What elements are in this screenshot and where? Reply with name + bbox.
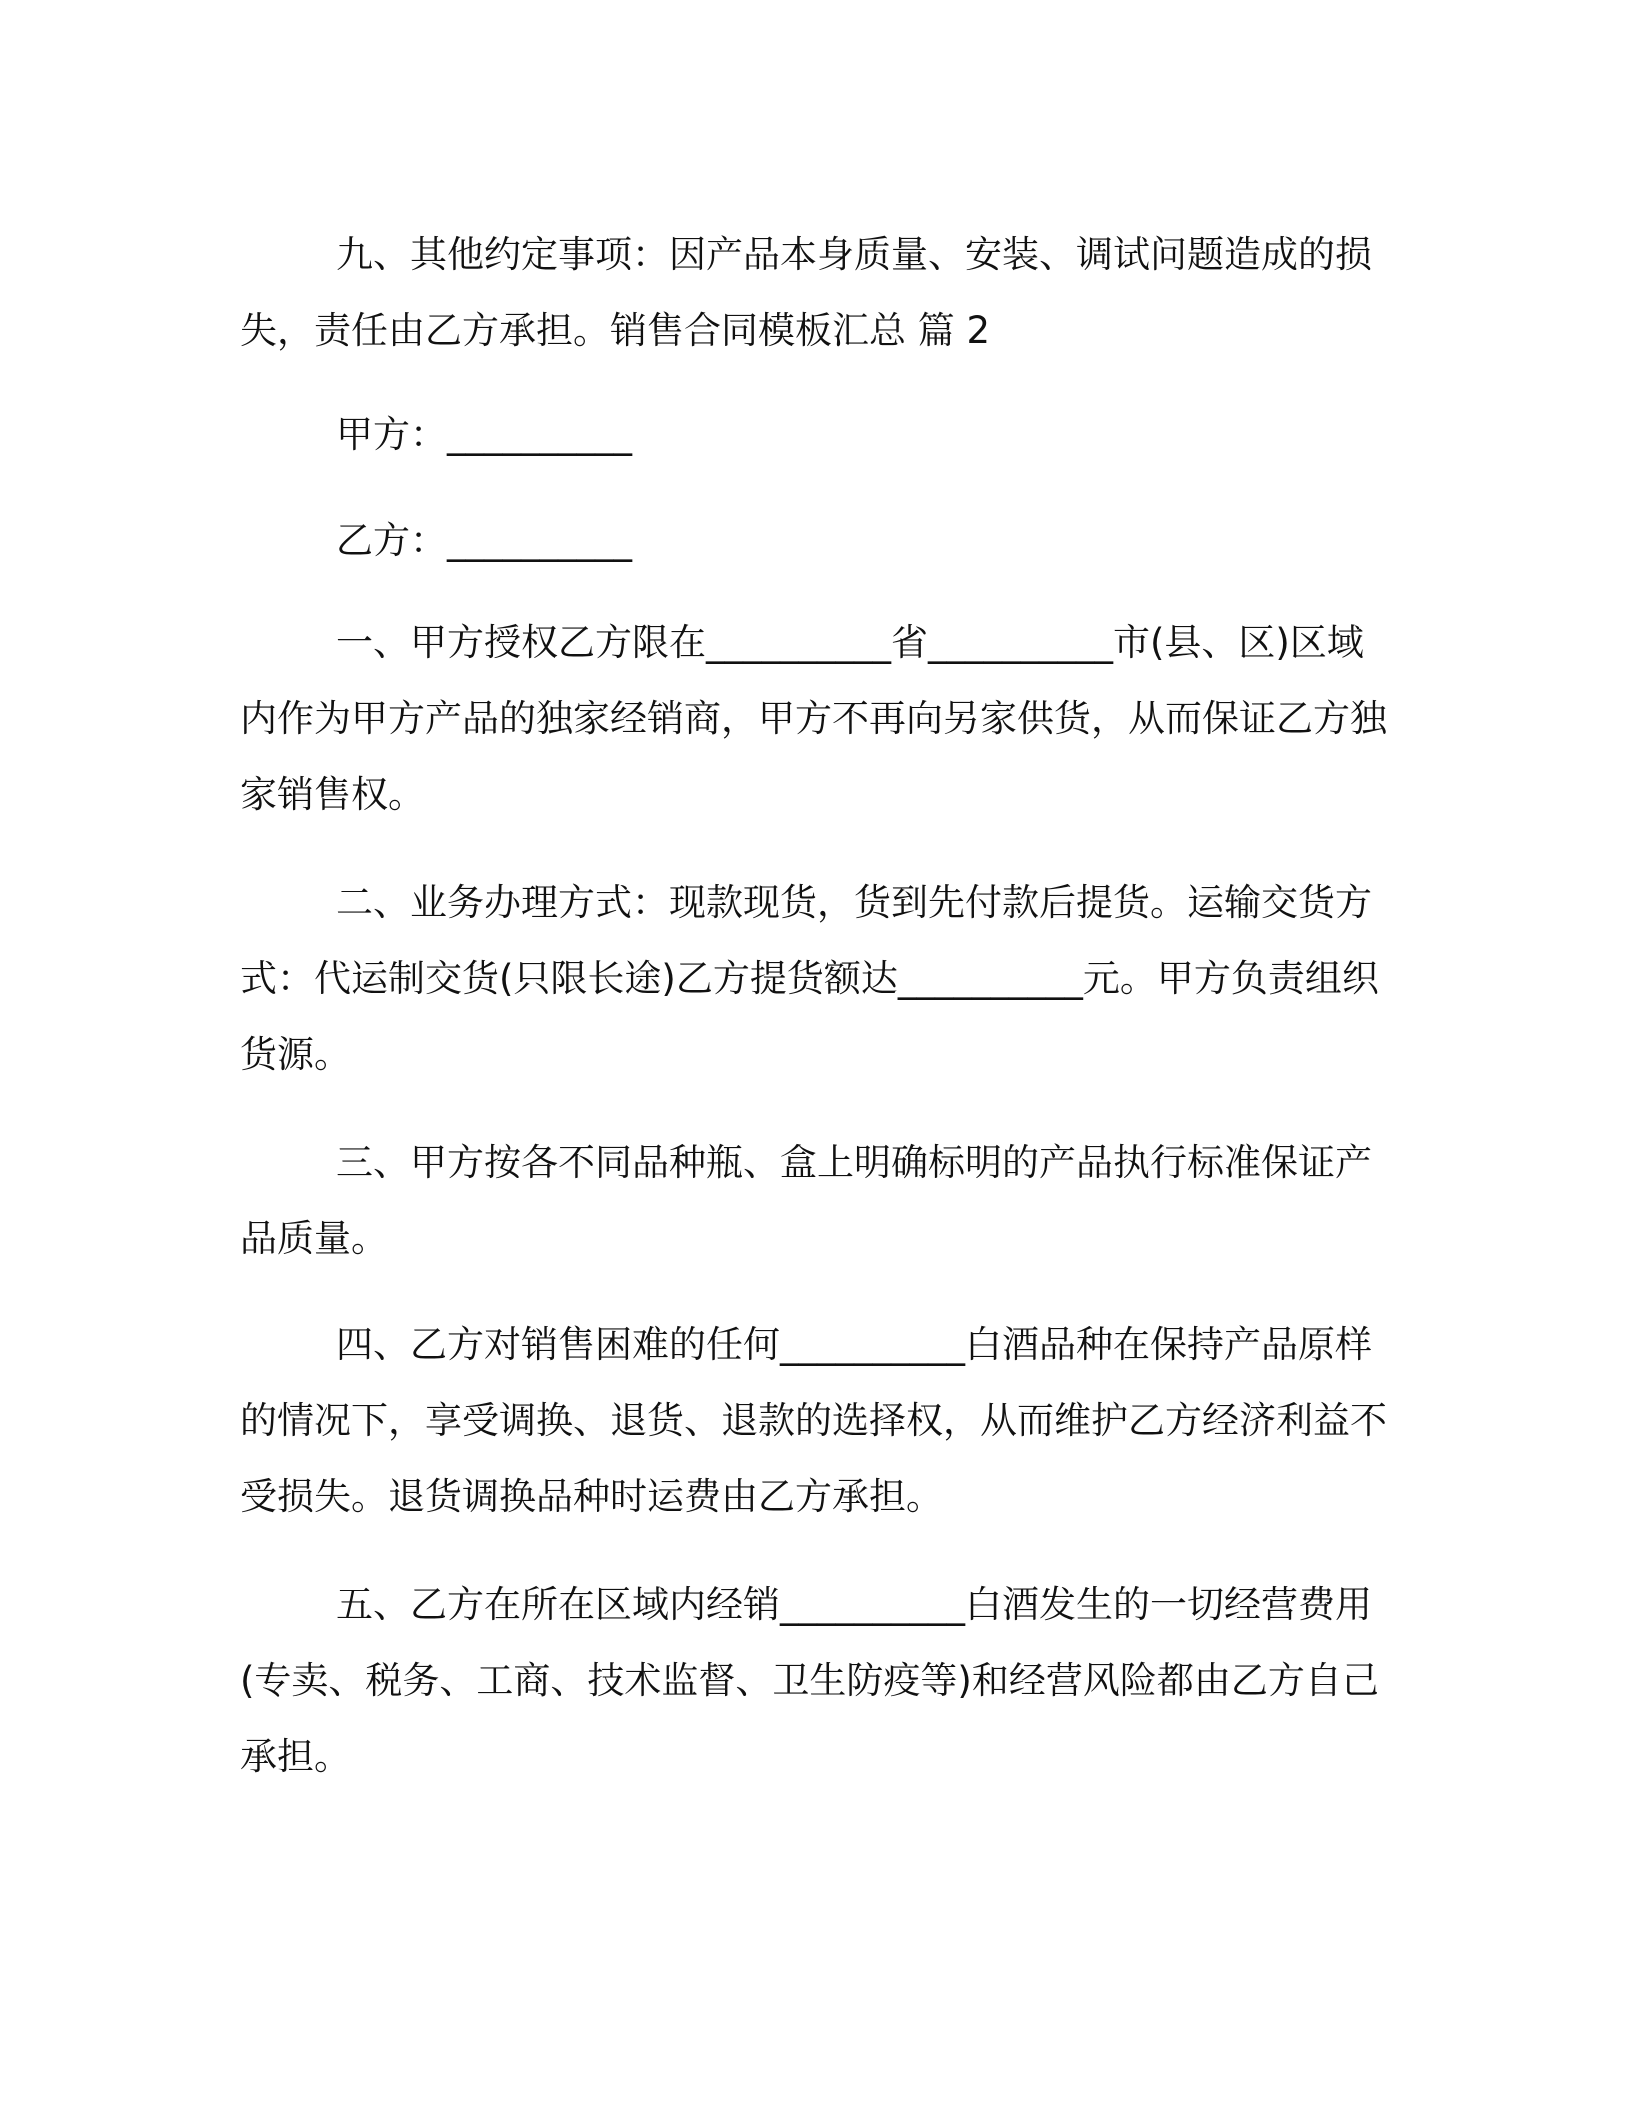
clause-3: 三、甲方按各不同品种瓶、盒上明确标明的产品执行标准保证产品质量。 [240, 1141, 1372, 1260]
clause-5: 五、乙方在所在区域内经销__________白酒发生的一切经营费用(专卖、税务、工商、技术监督、卫生防疫等)和经营风险都由乙方自己承担。 [240, 1583, 1379, 1778]
clause-2: 二、业务办理方式：现款现货，货到先付款后提货。运输交货方式：代运制交货(只限长途)乙方提货额达__________元。甲方负责组织货源。 [240, 881, 1379, 1076]
party-a-line: 甲方：__________ [336, 413, 632, 456]
paragraph-item-9: 九、其他约定事项：因产品本身质量、安装、调试问题造成的损失，责任由乙方承担。销售合同模板汇总 篇 2 [240, 233, 1372, 352]
clause-1: 一、甲方授权乙方限在__________省__________市(县、区)区域内作为甲方产品的独家经销商，甲方不再向另家供货，从而保证乙方独家销售权。 [240, 621, 1387, 816]
party-b-line: 乙方：__________ [336, 519, 632, 562]
clause-4: 四、乙方对销售困难的任何__________白酒品种在保持产品原样的情况下，享受调换、退货、退款的选择权，从而维护乙方经济利益不受损失。退货调换品种时运费由乙方承担。 [240, 1323, 1387, 1518]
